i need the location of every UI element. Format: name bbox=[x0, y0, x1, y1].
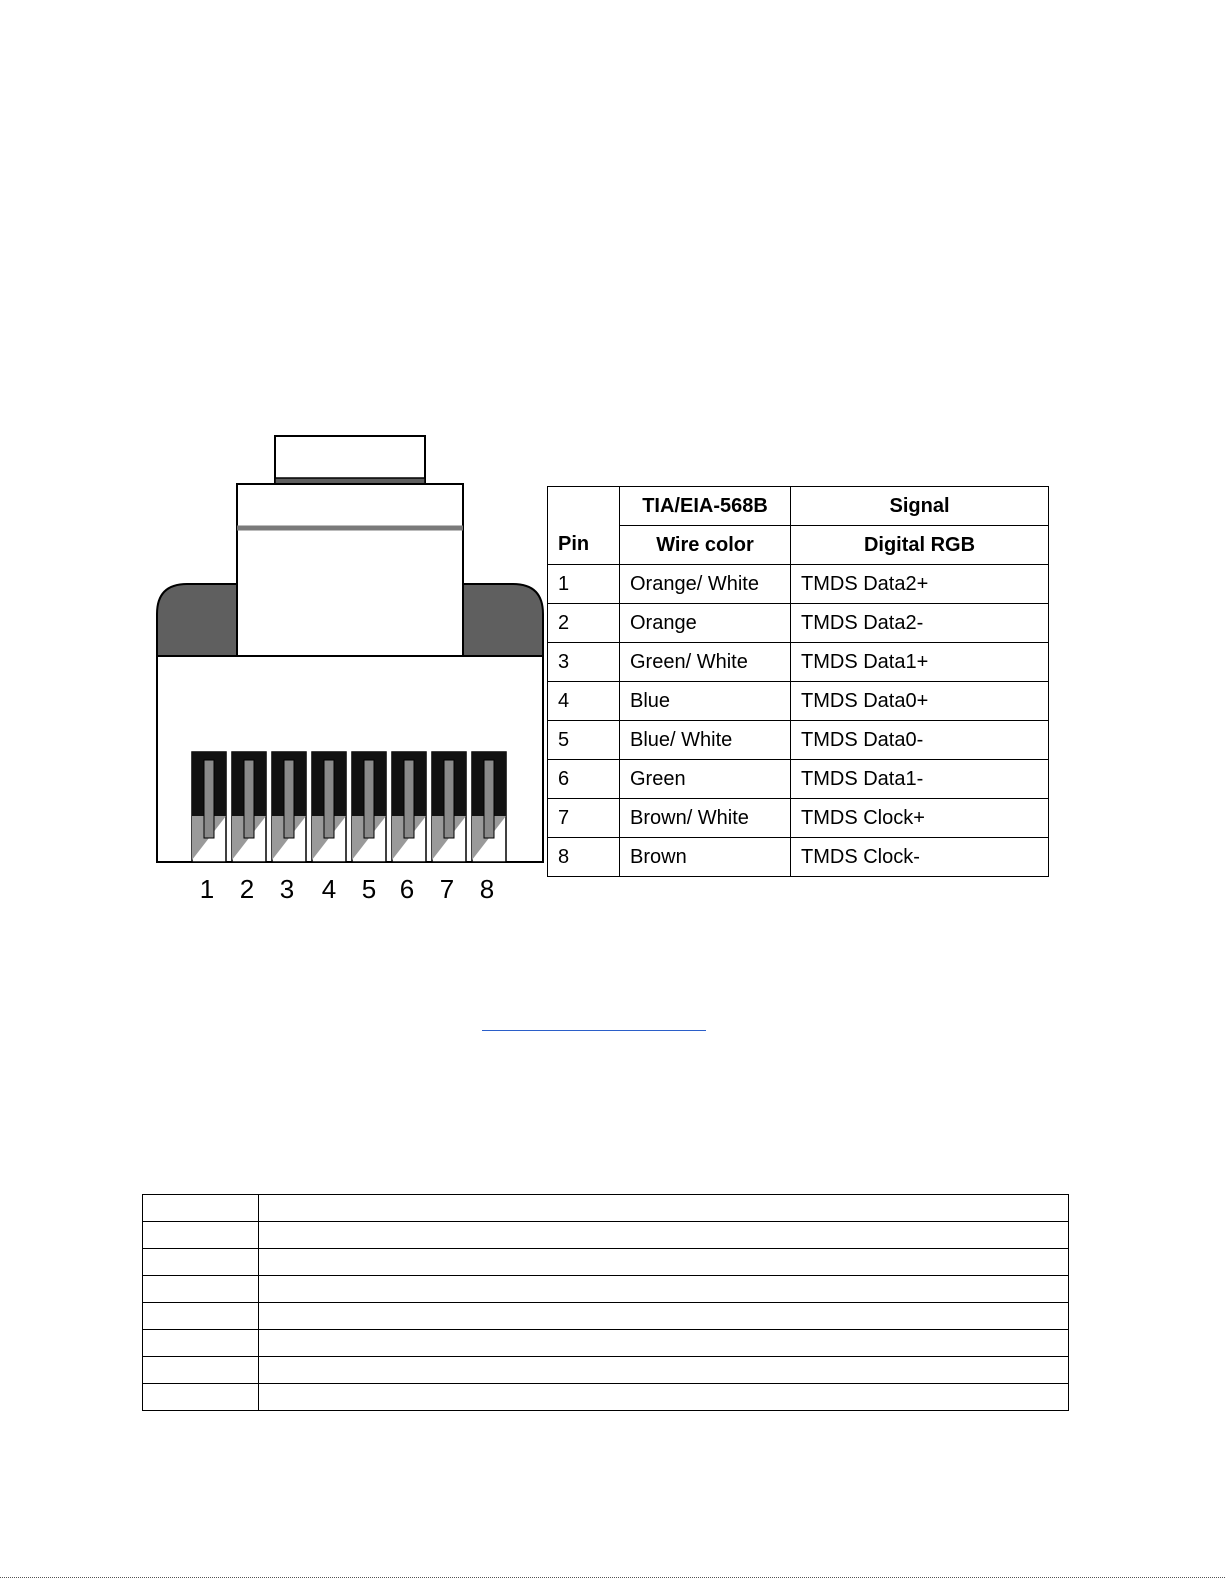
pin-contact-6 bbox=[392, 752, 426, 862]
table-row bbox=[548, 760, 1049, 799]
grid-cell bbox=[259, 1303, 1069, 1330]
rj45-connector-drawing bbox=[150, 430, 550, 870]
left-shoulder bbox=[157, 584, 237, 656]
connector-upper-body bbox=[237, 484, 463, 656]
table-row bbox=[548, 799, 1049, 838]
pin-number-8: 8 bbox=[479, 874, 495, 904]
signal-cell: TMDS Data2+ bbox=[791, 565, 1049, 604]
wire-color-cell: Brown/ White bbox=[620, 799, 791, 838]
pin-cell: 5 bbox=[548, 721, 620, 760]
right-shoulder bbox=[463, 584, 543, 656]
grid-cell bbox=[143, 1303, 259, 1330]
pin-number-3: 3 bbox=[279, 874, 295, 904]
grid-cell bbox=[259, 1384, 1069, 1411]
pin-number-2: 2 bbox=[239, 874, 255, 904]
grid-cell bbox=[143, 1222, 259, 1249]
empty-grid-table bbox=[142, 1194, 1069, 1411]
table-subheader-row bbox=[548, 526, 1049, 565]
pin-contact-8 bbox=[472, 752, 506, 862]
wire-color-cell: Orange/ White bbox=[620, 565, 791, 604]
pin-number-5: 5 bbox=[361, 874, 377, 904]
grid-cell bbox=[143, 1384, 259, 1411]
grid-cell bbox=[143, 1249, 259, 1276]
rj45-connector-diagram bbox=[150, 430, 550, 910]
grid-cell bbox=[259, 1195, 1069, 1222]
signal-header: Signal bbox=[791, 487, 1049, 526]
table-row bbox=[143, 1384, 1069, 1411]
grid-cell bbox=[259, 1357, 1069, 1384]
pin-contact-2 bbox=[232, 752, 266, 862]
table-row bbox=[143, 1276, 1069, 1303]
table-row bbox=[143, 1330, 1069, 1357]
table-row bbox=[548, 643, 1049, 682]
table-row bbox=[548, 565, 1049, 604]
wire-color-cell: Blue/ White bbox=[620, 721, 791, 760]
table-header-row bbox=[548, 487, 1049, 526]
grid-cell bbox=[259, 1330, 1069, 1357]
signal-cell: TMDS Data2- bbox=[791, 604, 1049, 643]
table-row bbox=[143, 1357, 1069, 1384]
pin-contact-7 bbox=[432, 752, 466, 862]
pin-contact-5 bbox=[352, 752, 386, 862]
signal-cell: TMDS Data1- bbox=[791, 760, 1049, 799]
grid-cell bbox=[143, 1195, 259, 1222]
table-row bbox=[548, 721, 1049, 760]
signal-cell: TMDS Clock+ bbox=[791, 799, 1049, 838]
pin-cell: 1 bbox=[548, 565, 620, 604]
page-footer-dotted-line bbox=[0, 1577, 1225, 1578]
pin-contact-3 bbox=[272, 752, 306, 862]
signal-cell: TMDS Data0+ bbox=[791, 682, 1049, 721]
grid-cell bbox=[259, 1276, 1069, 1303]
pin-number-4: 4 bbox=[321, 874, 337, 904]
pin-cell: 4 bbox=[548, 682, 620, 721]
pin-number-6: 6 bbox=[399, 874, 415, 904]
pin-contact-1 bbox=[192, 752, 226, 862]
table-row bbox=[143, 1195, 1069, 1222]
standard-header: TIA/EIA-568B bbox=[620, 487, 791, 526]
table-row bbox=[143, 1249, 1069, 1276]
wire-color-cell: Green/ White bbox=[620, 643, 791, 682]
grid-cell bbox=[259, 1222, 1069, 1249]
wire-color-cell: Brown bbox=[620, 838, 791, 877]
wire-color-header: Wire color bbox=[620, 526, 791, 565]
wire-color-cell: Blue bbox=[620, 682, 791, 721]
signal-cell: TMDS Data1+ bbox=[791, 643, 1049, 682]
pin-cell: 2 bbox=[548, 604, 620, 643]
table-row bbox=[548, 604, 1049, 643]
table-row bbox=[548, 682, 1049, 721]
signal-type-header: Digital RGB bbox=[791, 526, 1049, 565]
table-row bbox=[548, 838, 1049, 877]
grid-cell bbox=[259, 1249, 1069, 1276]
signal-cell: TMDS Data0- bbox=[791, 721, 1049, 760]
table-row bbox=[143, 1222, 1069, 1249]
pin-cell: 8 bbox=[548, 838, 620, 877]
pin-number-7: 7 bbox=[439, 874, 455, 904]
pin-column-header: Pin bbox=[548, 487, 620, 565]
signal-cell: TMDS Clock- bbox=[791, 838, 1049, 877]
hyperlink-underline[interactable] bbox=[482, 1030, 706, 1031]
pinout-table bbox=[547, 486, 1049, 877]
pin-cell: 3 bbox=[548, 643, 620, 682]
table-row bbox=[143, 1303, 1069, 1330]
pin-cell: 7 bbox=[548, 799, 620, 838]
pin-number-1: 1 bbox=[199, 874, 215, 904]
wire-color-cell: Orange bbox=[620, 604, 791, 643]
pin-cell: 6 bbox=[548, 760, 620, 799]
pin-contact-4 bbox=[312, 752, 346, 862]
wire-color-cell: Green bbox=[620, 760, 791, 799]
grid-cell bbox=[143, 1357, 259, 1384]
grid-cell bbox=[143, 1330, 259, 1357]
grid-cell bbox=[143, 1276, 259, 1303]
